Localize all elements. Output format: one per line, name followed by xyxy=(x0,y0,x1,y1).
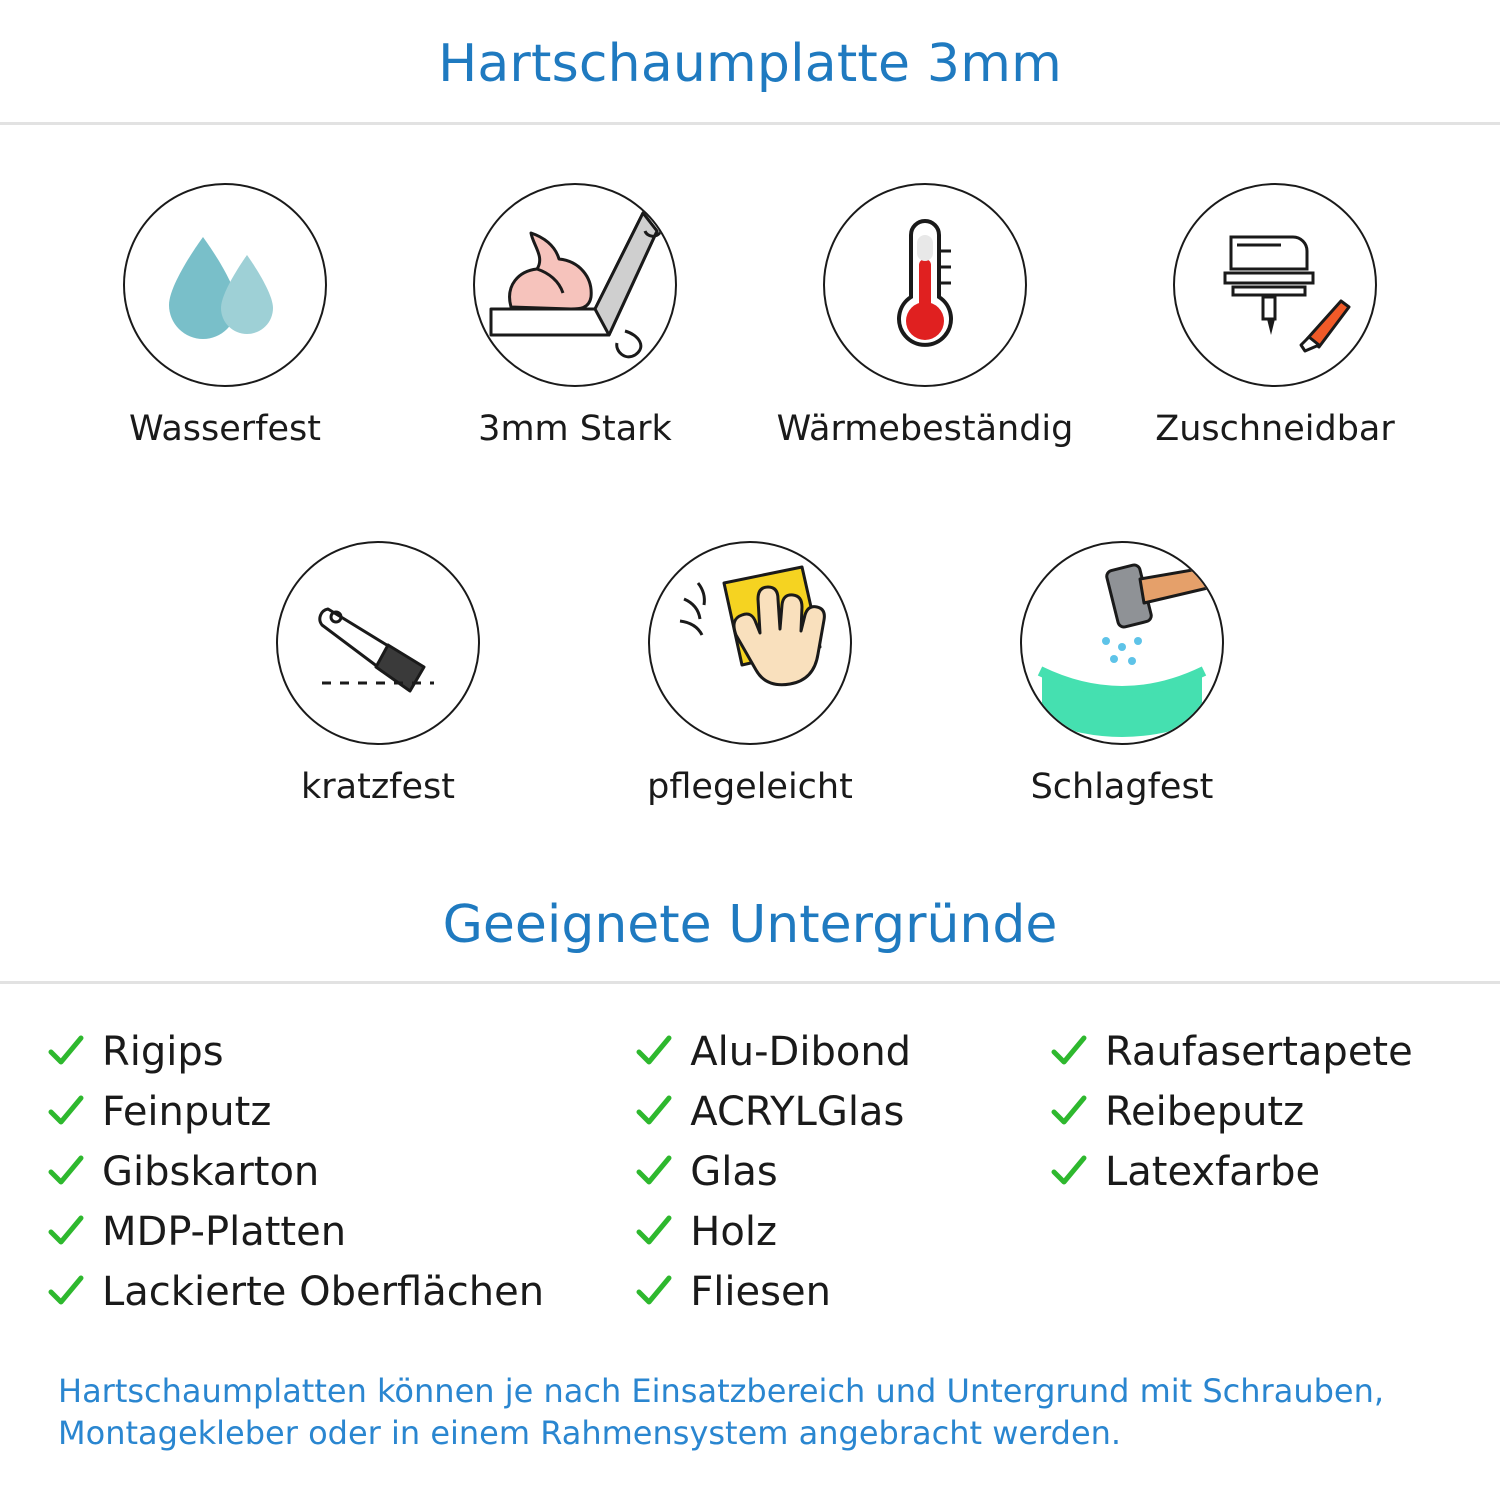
list-item-label: Gibskarton xyxy=(102,1149,320,1195)
feature-schlagfest xyxy=(936,541,1308,807)
feature-badge xyxy=(823,183,1027,387)
list-item xyxy=(1049,1082,1454,1142)
list-item xyxy=(46,1142,634,1202)
jigsaw-cutter-icon xyxy=(1175,185,1375,385)
strong-arm-icon xyxy=(475,185,675,385)
feature-badge xyxy=(276,541,480,745)
water-drops-icon xyxy=(125,185,325,385)
check-icon xyxy=(634,1092,674,1132)
page-title: Hartschaumplatte 3mm xyxy=(438,34,1062,94)
knife-scratch-icon xyxy=(278,543,478,743)
list-item-label: ACRYLGlas xyxy=(690,1089,905,1135)
list-item-label: Reibeputz xyxy=(1104,1089,1305,1135)
feature-badge xyxy=(1020,541,1224,745)
check-icon xyxy=(1049,1092,1089,1132)
substrates-list xyxy=(0,984,1500,1322)
check-icon xyxy=(46,1152,86,1192)
list-item-label: Raufasertapete xyxy=(1104,1029,1413,1075)
check-icon xyxy=(634,1272,674,1312)
feature-pflegeleicht xyxy=(564,541,936,807)
list-item-label: MDP-Platten xyxy=(102,1209,347,1255)
check-icon xyxy=(1049,1032,1089,1072)
feature-kratzfest xyxy=(192,541,564,807)
check-icon xyxy=(634,1032,674,1072)
check-icon xyxy=(1049,1152,1089,1192)
list-item-label: Feinputz xyxy=(102,1089,272,1135)
feature-label: Schlagfest xyxy=(1030,767,1214,807)
list-item xyxy=(634,1142,1049,1202)
feature-grid xyxy=(0,125,1500,807)
substrates-column-2 xyxy=(634,1022,1049,1322)
check-icon xyxy=(46,1092,86,1132)
thermometer-icon xyxy=(825,185,1025,385)
list-item-label: Holz xyxy=(690,1209,777,1255)
feature-badge xyxy=(648,541,852,745)
list-item-label: Glas xyxy=(690,1149,778,1195)
check-icon xyxy=(634,1212,674,1252)
feature-label: Zuschneidbar xyxy=(1155,409,1395,449)
feature-label: Wasserfest xyxy=(128,409,322,449)
feature-3mm-stark xyxy=(400,183,750,449)
list-item xyxy=(46,1082,634,1142)
list-item xyxy=(634,1022,1049,1082)
feature-row-2 xyxy=(42,541,1458,807)
feature-label: Wärmebeständig xyxy=(776,409,1074,449)
list-item-label: Rigips xyxy=(102,1029,224,1075)
substrates-column-3 xyxy=(1049,1022,1454,1322)
feature-label: pflegeleicht xyxy=(647,767,853,807)
list-item xyxy=(1049,1142,1454,1202)
hand-cloth-wipe-icon xyxy=(650,543,850,743)
feature-row-1 xyxy=(42,183,1458,449)
check-icon xyxy=(46,1272,86,1312)
list-item xyxy=(46,1262,634,1322)
feature-badge xyxy=(473,183,677,387)
feature-label: kratzfest xyxy=(300,767,455,807)
feature-waermebestaendig xyxy=(750,183,1100,449)
substrates-column-1 xyxy=(46,1022,634,1322)
check-icon xyxy=(634,1152,674,1192)
list-item-label: Latexfarbe xyxy=(1104,1149,1321,1195)
feature-wasserfest xyxy=(50,183,400,449)
list-item xyxy=(634,1202,1049,1262)
feature-badge xyxy=(123,183,327,387)
section-title-substrates: Geeignete Untergründe xyxy=(442,895,1058,955)
list-item xyxy=(1049,1022,1454,1082)
feature-badge xyxy=(1173,183,1377,387)
list-item-label: Lackierte Oberflächen xyxy=(102,1269,545,1315)
list-item-label: Fliesen xyxy=(690,1269,831,1315)
list-item xyxy=(46,1022,634,1082)
feature-zuschneidbar xyxy=(1100,183,1450,449)
list-item xyxy=(634,1262,1049,1322)
footnote-text: Hartschaumplatten können je nach Einsatzbereich und Untergrund mit Schrauben, Montagekleber oder in einem Rahmensystem angebracht werden. xyxy=(58,1371,1385,1452)
list-item xyxy=(634,1082,1049,1142)
hammer-impact-icon xyxy=(1022,543,1222,743)
feature-label: 3mm Stark xyxy=(478,409,672,449)
list-item-label: Alu-Dibond xyxy=(690,1029,912,1075)
list-item xyxy=(46,1202,634,1262)
check-icon xyxy=(46,1032,86,1072)
check-icon xyxy=(46,1212,86,1252)
